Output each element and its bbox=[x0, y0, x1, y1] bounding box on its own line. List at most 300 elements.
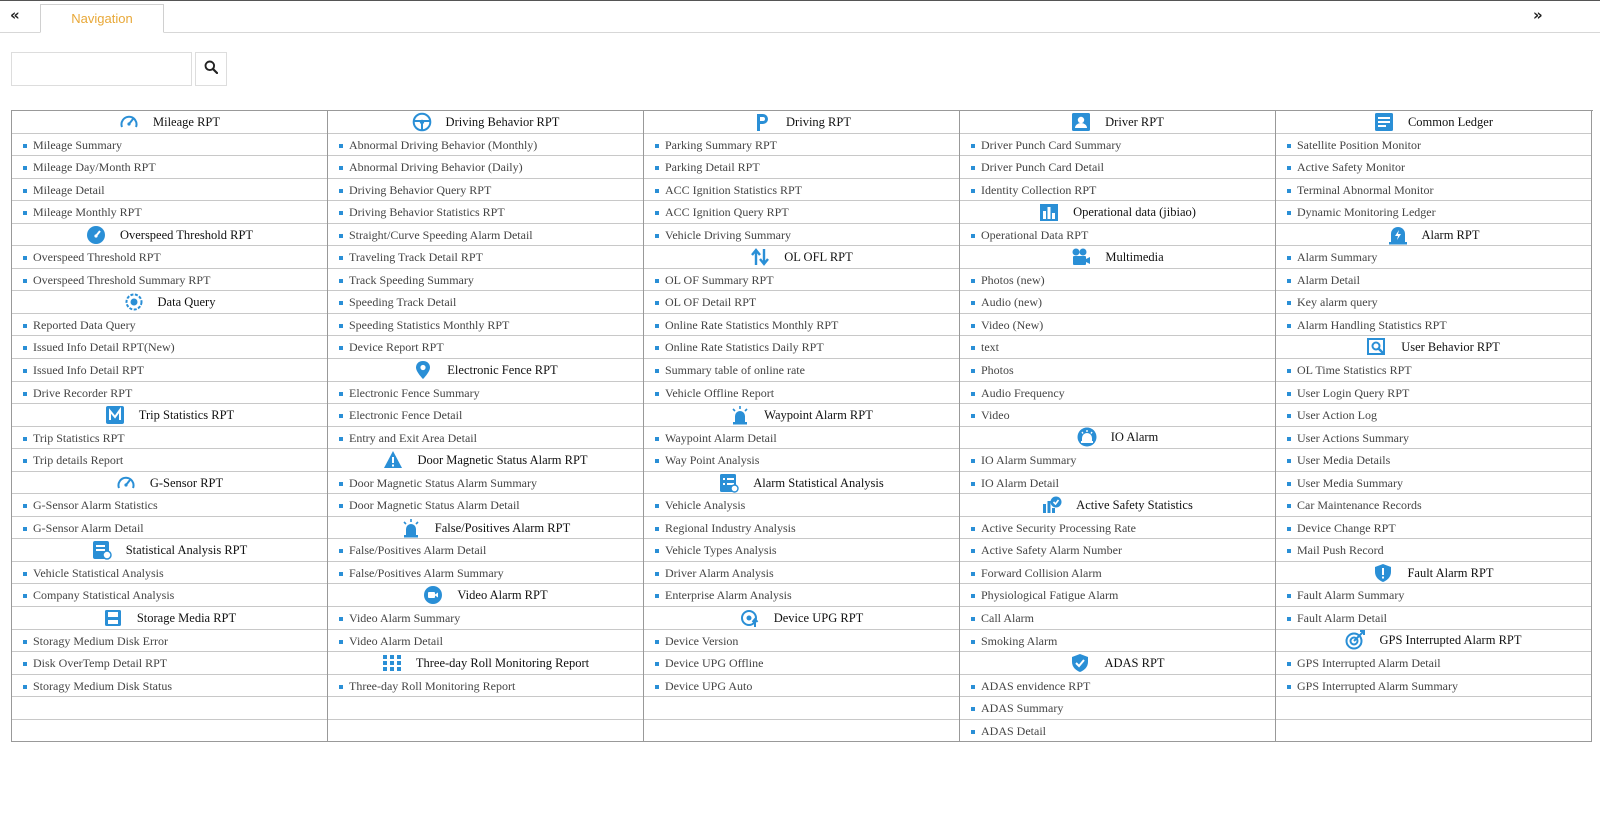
bullet-icon bbox=[971, 392, 975, 396]
report-link-trip-statistics-rpt[interactable] bbox=[12, 427, 327, 450]
bullet-icon bbox=[971, 482, 975, 486]
bullet-icon bbox=[23, 662, 27, 666]
report-link-audio-frequency[interactable] bbox=[960, 382, 1275, 405]
section-title: Driving RPT bbox=[786, 114, 851, 129]
driver-icon bbox=[1071, 112, 1091, 132]
report-link-storagy-medium-disk-error[interactable] bbox=[12, 630, 327, 653]
report-link-label: Issued Info Detail RPT bbox=[33, 363, 144, 378]
report-link-user-media-summary[interactable] bbox=[1276, 472, 1591, 495]
speedometer-icon bbox=[86, 225, 106, 245]
report-link-drive-recorder-rpt[interactable] bbox=[12, 382, 327, 405]
bullet-icon bbox=[23, 211, 27, 215]
report-link-door-magnetic-status-alarm-detail[interactable] bbox=[328, 494, 643, 517]
alarm-bolt-icon bbox=[1388, 225, 1408, 245]
bullet-icon bbox=[655, 301, 659, 305]
report-link-video-alarm-detail[interactable] bbox=[328, 630, 643, 653]
trip-icon bbox=[105, 405, 125, 425]
report-link-device-version[interactable] bbox=[644, 630, 959, 653]
report-link-label: Active Safety Monitor bbox=[1297, 160, 1405, 175]
location-pin-icon bbox=[413, 360, 433, 380]
bullet-icon bbox=[1287, 504, 1291, 508]
report-link-traveling-track-detail-rpt[interactable] bbox=[328, 246, 643, 269]
report-link-io-alarm-detail[interactable] bbox=[960, 472, 1275, 495]
collapse-right-button[interactable]: » bbox=[1533, 6, 1543, 24]
section-title: Active Safety Statistics bbox=[1076, 498, 1193, 513]
report-link-label: Mileage Detail bbox=[33, 182, 105, 197]
bullet-icon bbox=[971, 572, 975, 576]
report-link-online-rate-statistics-daily-rpt[interactable] bbox=[644, 336, 959, 359]
report-link-alarm-summary[interactable] bbox=[1276, 246, 1591, 269]
report-link-summary-table-of-online-rate[interactable] bbox=[644, 359, 959, 382]
bullet-icon bbox=[971, 346, 975, 350]
report-link-label: Physiological Fatigue Alarm bbox=[981, 588, 1119, 603]
bullet-icon bbox=[971, 707, 975, 711]
bullet-icon bbox=[1287, 662, 1291, 666]
section-header-electronic-fence-rpt bbox=[328, 359, 643, 382]
bullet-icon bbox=[339, 504, 343, 508]
search-button[interactable] bbox=[195, 52, 227, 86]
user-search-icon bbox=[1367, 337, 1387, 357]
section-title: Statistical Analysis RPT bbox=[125, 543, 248, 558]
report-link-physiological-fatigue-alarm[interactable] bbox=[960, 584, 1275, 607]
report-link-label: Forward Collision Alarm bbox=[981, 565, 1102, 580]
report-link-adas-envidence-rpt[interactable] bbox=[960, 675, 1275, 698]
report-link-dynamic-monitoring-ledger[interactable] bbox=[1276, 201, 1591, 224]
report-link-ol-of-summary-rpt[interactable] bbox=[644, 269, 959, 292]
report-link-track-speeding-summary[interactable] bbox=[328, 269, 643, 292]
report-link-label: Audio Frequency bbox=[981, 385, 1065, 400]
report-link-photos[interactable] bbox=[960, 359, 1275, 382]
bullet-icon bbox=[23, 346, 27, 350]
report-link-label: text bbox=[981, 340, 999, 355]
report-link-video[interactable] bbox=[960, 404, 1275, 427]
report-link-device-report-rpt[interactable] bbox=[328, 336, 643, 359]
report-link-abnormal-driving-behavior-daily[interactable] bbox=[328, 156, 643, 179]
camera-icon bbox=[1071, 247, 1091, 267]
report-link-parking-summary-rpt[interactable] bbox=[644, 134, 959, 157]
section-title: Waypoint Alarm RPT bbox=[764, 407, 873, 422]
bullet-icon bbox=[339, 617, 343, 621]
report-link-label: Driving Behavior Statistics RPT bbox=[349, 205, 505, 220]
bullet-icon bbox=[339, 324, 343, 328]
report-link-door-magnetic-status-alarm-summary[interactable] bbox=[328, 472, 643, 495]
report-link-vehicle-statistical-analysis[interactable] bbox=[12, 562, 327, 585]
section-header-operational-data-jibiao bbox=[960, 201, 1275, 224]
bullet-icon bbox=[339, 392, 343, 396]
bullet-icon bbox=[23, 527, 27, 531]
section-title: IO Alarm bbox=[1110, 430, 1159, 445]
report-link-driver-alarm-analysis[interactable] bbox=[644, 562, 959, 585]
report-link-label: Straight/Curve Speeding Alarm Detail bbox=[349, 227, 533, 242]
report-link-active-safety-monitor[interactable] bbox=[1276, 156, 1591, 179]
collapse-left-button[interactable]: « bbox=[10, 6, 20, 24]
report-link-label: OL OF Summary RPT bbox=[665, 272, 774, 287]
report-link-issued-info-detail-rpt-new[interactable] bbox=[12, 336, 327, 359]
report-link-label: Photos bbox=[981, 363, 1014, 378]
report-link-trip-details-report[interactable] bbox=[12, 449, 327, 472]
report-link-video-alarm-summary[interactable] bbox=[328, 607, 643, 630]
bullet-icon bbox=[23, 144, 27, 148]
empty-cell bbox=[644, 720, 959, 743]
bullet-icon bbox=[339, 301, 343, 305]
report-link-regional-industry-analysis[interactable] bbox=[644, 517, 959, 540]
report-link-label: Video bbox=[981, 408, 1010, 423]
report-link-mileage-monthly-rpt[interactable] bbox=[12, 201, 327, 224]
section-header-ol-ofl-rpt bbox=[644, 246, 959, 269]
section-header-active-safety-statistics bbox=[960, 494, 1275, 517]
report-link-label: Mileage Summary bbox=[33, 137, 122, 152]
report-column-1 bbox=[12, 111, 328, 742]
report-link-label: Company Statistical Analysis bbox=[33, 588, 175, 603]
report-link-label: Door Magnetic Status Alarm Summary bbox=[349, 475, 537, 490]
report-link-label: ACC Ignition Statistics RPT bbox=[665, 182, 803, 197]
bullet-icon bbox=[23, 256, 27, 260]
gps-target-icon bbox=[1345, 630, 1365, 650]
report-link-text[interactable] bbox=[960, 336, 1275, 359]
bullet-icon bbox=[1287, 211, 1291, 215]
report-link-ol-time-statistics-rpt[interactable] bbox=[1276, 359, 1591, 382]
report-link-label: Way Point Analysis bbox=[665, 453, 760, 468]
steering-wheel-icon bbox=[412, 112, 432, 132]
gauge-icon bbox=[119, 112, 139, 132]
report-link-user-login-query-rpt[interactable] bbox=[1276, 382, 1591, 405]
tab-navigation[interactable]: Navigation bbox=[40, 4, 164, 33]
report-link-label: OL OF Detail RPT bbox=[665, 295, 757, 310]
report-link-label: False/Positives Alarm Detail bbox=[349, 543, 487, 558]
report-link-false-positives-alarm-detail[interactable] bbox=[328, 539, 643, 562]
bullet-icon bbox=[339, 211, 343, 215]
report-link-audio-new[interactable] bbox=[960, 291, 1275, 314]
report-link-straight-curve-speeding-alarm-detail[interactable] bbox=[328, 224, 643, 247]
section-header-storage-media-rpt bbox=[12, 607, 327, 630]
section-header-device-upg-rpt bbox=[644, 607, 959, 630]
section-title: User Behavior RPT bbox=[1401, 340, 1500, 355]
section-header-driving-behavior-rpt bbox=[328, 111, 643, 134]
report-link-active-safety-alarm-number[interactable] bbox=[960, 539, 1275, 562]
report-link-driving-behavior-statistics-rpt[interactable] bbox=[328, 201, 643, 224]
report-column-3 bbox=[644, 111, 960, 742]
report-column-2 bbox=[328, 111, 644, 742]
report-link-entry-and-exit-area-detail[interactable] bbox=[328, 427, 643, 450]
section-title: Driving Behavior RPT bbox=[445, 114, 560, 129]
bullet-icon bbox=[339, 572, 343, 576]
bullet-icon bbox=[339, 234, 343, 238]
section-title: Door Magnetic Status Alarm RPT bbox=[417, 452, 588, 467]
upgrade-icon bbox=[740, 608, 760, 628]
report-link-enterprise-alarm-analysis[interactable] bbox=[644, 584, 959, 607]
report-link-label: Reported Data Query bbox=[33, 317, 136, 332]
report-link-device-upg-offline[interactable] bbox=[644, 652, 959, 675]
bullet-icon bbox=[971, 301, 975, 305]
report-link-ol-of-detail-rpt[interactable] bbox=[644, 291, 959, 314]
bullet-icon bbox=[655, 640, 659, 644]
report-link-disk-overtemp-detail-rpt[interactable] bbox=[12, 652, 327, 675]
report-link-label: Overspeed Threshold RPT bbox=[33, 250, 161, 265]
bullet-icon bbox=[971, 594, 975, 598]
report-link-label: Driver Punch Card Detail bbox=[981, 160, 1104, 175]
report-link-mileage-detail[interactable] bbox=[12, 179, 327, 202]
bullet-icon bbox=[339, 640, 343, 644]
report-link-label: User Media Summary bbox=[1297, 475, 1403, 490]
report-link-label: Drive Recorder RPT bbox=[33, 385, 133, 400]
bullet-icon bbox=[23, 437, 27, 441]
bullet-icon bbox=[1287, 369, 1291, 373]
report-link-speeding-track-detail[interactable] bbox=[328, 291, 643, 314]
bullet-icon bbox=[339, 256, 343, 260]
report-link-g-sensor-alarm-statistics[interactable] bbox=[12, 494, 327, 517]
report-link-label: IO Alarm Summary bbox=[981, 453, 1077, 468]
report-link-label: Smoking Alarm bbox=[981, 633, 1058, 648]
report-link-vehicle-offline-report[interactable] bbox=[644, 382, 959, 405]
ledger-icon bbox=[1374, 112, 1394, 132]
report-link-waypoint-alarm-detail[interactable] bbox=[644, 427, 959, 450]
report-link-key-alarm-query[interactable] bbox=[1276, 291, 1591, 314]
bullet-icon bbox=[655, 369, 659, 373]
bullet-icon bbox=[1287, 256, 1291, 260]
bullet-icon bbox=[339, 279, 343, 283]
report-link-adas-summary[interactable] bbox=[960, 697, 1275, 720]
report-link-label: OL Time Statistics RPT bbox=[1297, 363, 1412, 378]
bullet-icon bbox=[655, 549, 659, 553]
bullet-icon bbox=[339, 189, 343, 193]
report-link-electronic-fence-summary[interactable] bbox=[328, 382, 643, 405]
bullet-icon bbox=[655, 211, 659, 215]
report-link-forward-collision-alarm[interactable] bbox=[960, 562, 1275, 585]
report-link-parking-detail-rpt[interactable] bbox=[644, 156, 959, 179]
section-header-waypoint-alarm-rpt bbox=[644, 404, 959, 427]
report-link-abnormal-driving-behavior-monthly[interactable] bbox=[328, 134, 643, 157]
section-title: Common Ledger bbox=[1407, 114, 1494, 129]
report-link-device-change-rpt[interactable] bbox=[1276, 517, 1591, 540]
bullet-icon bbox=[1287, 482, 1291, 486]
report-link-false-positives-alarm-summary[interactable] bbox=[328, 562, 643, 585]
section-title: Alarm Statistical Analysis bbox=[753, 475, 884, 490]
section-header-common-ledger bbox=[1276, 111, 1591, 134]
report-link-label: Summary table of online rate bbox=[665, 363, 805, 378]
empty-cell bbox=[12, 697, 327, 720]
report-link-way-point-analysis[interactable] bbox=[644, 449, 959, 472]
report-link-vehicle-types-analysis[interactable] bbox=[644, 539, 959, 562]
report-link-operational-data-rpt[interactable] bbox=[960, 224, 1275, 247]
report-link-car-maintenance-records[interactable] bbox=[1276, 494, 1591, 517]
report-link-user-action-log[interactable] bbox=[1276, 404, 1591, 427]
report-link-call-alarm[interactable] bbox=[960, 607, 1275, 630]
video-camera-icon bbox=[423, 585, 443, 605]
report-link-g-sensor-alarm-detail[interactable] bbox=[12, 517, 327, 540]
report-link-label: Parking Detail RPT bbox=[665, 160, 760, 175]
bullet-icon bbox=[655, 685, 659, 689]
report-link-label: Waypoint Alarm Detail bbox=[665, 430, 777, 445]
section-header-driving-rpt bbox=[644, 111, 959, 134]
bullet-icon bbox=[339, 414, 343, 418]
bullet-icon bbox=[23, 572, 27, 576]
section-title: Video Alarm RPT bbox=[457, 588, 548, 603]
report-link-vehicle-driving-summary[interactable] bbox=[644, 224, 959, 247]
report-column-5 bbox=[1276, 111, 1592, 742]
bullet-icon bbox=[655, 279, 659, 283]
report-link-speeding-statistics-monthly-rpt[interactable] bbox=[328, 314, 643, 337]
bullet-icon bbox=[23, 640, 27, 644]
section-title: Mileage RPT bbox=[152, 114, 220, 129]
report-link-active-security-processing-rate[interactable] bbox=[960, 517, 1275, 540]
bullet-icon bbox=[971, 617, 975, 621]
bullet-icon bbox=[971, 369, 975, 373]
bullet-icon bbox=[971, 279, 975, 283]
report-link-three-day-roll-monitoring-report[interactable] bbox=[328, 675, 643, 698]
empty-cell bbox=[1276, 720, 1591, 743]
report-navigation-grid bbox=[11, 110, 1593, 742]
report-link-label: Device UPG Offline bbox=[665, 656, 764, 671]
data-query-icon bbox=[124, 292, 144, 312]
empty-cell bbox=[644, 697, 959, 720]
bullet-icon bbox=[655, 662, 659, 666]
report-link-overspeed-threshold-rpt[interactable] bbox=[12, 246, 327, 269]
report-link-mileage-day-month-rpt[interactable] bbox=[12, 156, 327, 179]
bullet-icon bbox=[655, 459, 659, 463]
report-link-acc-ignition-statistics-rpt[interactable] bbox=[644, 179, 959, 202]
report-link-label: Operational Data RPT bbox=[981, 227, 1089, 242]
report-link-label: Driving Behavior Query RPT bbox=[349, 182, 492, 197]
report-link-label: Vehicle Statistical Analysis bbox=[33, 565, 164, 580]
section-title: False/Positives Alarm RPT bbox=[434, 520, 571, 535]
report-link-mileage-summary[interactable] bbox=[12, 134, 327, 157]
report-link-alarm-handling-statistics-rpt[interactable] bbox=[1276, 314, 1591, 337]
report-link-label: Device Change RPT bbox=[1297, 520, 1396, 535]
alarm-light-icon bbox=[730, 405, 750, 425]
bullet-icon bbox=[655, 166, 659, 170]
report-link-label: Alarm Summary bbox=[1297, 250, 1378, 265]
bullet-icon bbox=[339, 549, 343, 553]
report-link-label: Mileage Day/Month RPT bbox=[33, 160, 156, 175]
section-header-io-alarm bbox=[960, 427, 1275, 450]
report-link-video-new[interactable] bbox=[960, 314, 1275, 337]
section-header-statistical-analysis-rpt bbox=[12, 539, 327, 562]
report-link-device-upg-auto[interactable] bbox=[644, 675, 959, 698]
report-link-io-alarm-summary[interactable] bbox=[960, 449, 1275, 472]
report-link-label: Vehicle Offline Report bbox=[665, 385, 775, 400]
report-link-electronic-fence-detail[interactable] bbox=[328, 404, 643, 427]
bullet-icon bbox=[655, 527, 659, 531]
up-down-arrows-icon bbox=[750, 247, 770, 267]
bullet-icon bbox=[1287, 144, 1291, 148]
bullet-icon bbox=[655, 392, 659, 396]
report-link-label: Electronic Fence Detail bbox=[349, 408, 463, 423]
section-header-mileage-rpt bbox=[12, 111, 327, 134]
report-link-satellite-position-monitor[interactable] bbox=[1276, 134, 1591, 157]
grid-dots-icon bbox=[382, 653, 402, 673]
report-link-fault-alarm-detail[interactable] bbox=[1276, 607, 1591, 630]
report-link-adas-detail[interactable] bbox=[960, 720, 1275, 743]
bullet-icon bbox=[1287, 594, 1291, 598]
bullet-icon bbox=[971, 324, 975, 328]
report-link-label: Driver Punch Card Summary bbox=[981, 137, 1122, 152]
bullet-icon bbox=[655, 189, 659, 193]
section-header-adas-rpt bbox=[960, 652, 1275, 675]
bullet-icon bbox=[23, 166, 27, 170]
report-link-label: ADAS envidence RPT bbox=[981, 678, 1091, 693]
report-link-acc-ignition-query-rpt[interactable] bbox=[644, 201, 959, 224]
bullet-icon bbox=[1287, 437, 1291, 441]
bullet-icon bbox=[1287, 617, 1291, 621]
bullet-icon bbox=[339, 166, 343, 170]
report-link-driver-punch-card-detail[interactable] bbox=[960, 156, 1275, 179]
report-link-gps-interrupted-alarm-summary[interactable] bbox=[1276, 675, 1591, 698]
empty-cell bbox=[12, 720, 327, 743]
bullet-icon bbox=[339, 144, 343, 148]
report-link-label: Storagy Medium Disk Status bbox=[33, 678, 173, 693]
report-link-reported-data-query[interactable] bbox=[12, 314, 327, 337]
report-link-label: User Media Details bbox=[1297, 453, 1391, 468]
section-header-gps-interrupted-alarm-rpt bbox=[1276, 630, 1591, 653]
report-link-user-media-details[interactable] bbox=[1276, 449, 1591, 472]
section-title: Alarm RPT bbox=[1421, 227, 1480, 242]
bullet-icon bbox=[971, 549, 975, 553]
report-link-gps-interrupted-alarm-detail[interactable] bbox=[1276, 652, 1591, 675]
report-link-overspeed-threshold-summary-rpt[interactable] bbox=[12, 269, 327, 292]
bullet-icon bbox=[1287, 279, 1291, 283]
report-link-label: Call Alarm bbox=[981, 611, 1034, 626]
report-link-terminal-abnormal-monitor[interactable] bbox=[1276, 179, 1591, 202]
bullet-icon bbox=[1287, 685, 1291, 689]
report-link-company-statistical-analysis[interactable] bbox=[12, 584, 327, 607]
empty-cell bbox=[1276, 697, 1591, 720]
report-link-label: Overspeed Threshold Summary RPT bbox=[33, 272, 211, 287]
report-link-identity-collection-rpt[interactable] bbox=[960, 179, 1275, 202]
report-link-label: Alarm Handling Statistics RPT bbox=[1297, 317, 1447, 332]
io-alarm-icon bbox=[1077, 427, 1097, 447]
report-link-vehicle-analysis[interactable] bbox=[644, 494, 959, 517]
report-link-user-actions-summary[interactable] bbox=[1276, 427, 1591, 450]
bullet-icon bbox=[971, 414, 975, 418]
report-link-label: ADAS Summary bbox=[981, 701, 1064, 716]
report-link-label: Video Alarm Summary bbox=[349, 611, 461, 626]
bullet-icon bbox=[339, 685, 343, 689]
section-title: Device UPG RPT bbox=[773, 610, 864, 625]
bullet-icon bbox=[23, 189, 27, 193]
section-header-fault-alarm-rpt bbox=[1276, 562, 1591, 585]
report-link-smoking-alarm[interactable] bbox=[960, 630, 1275, 653]
report-link-fault-alarm-summary[interactable] bbox=[1276, 584, 1591, 607]
report-link-driving-behavior-query-rpt[interactable] bbox=[328, 179, 643, 202]
bullet-icon bbox=[23, 504, 27, 508]
bullet-icon bbox=[655, 234, 659, 238]
report-link-alarm-detail[interactable] bbox=[1276, 269, 1591, 292]
report-link-label: Vehicle Driving Summary bbox=[665, 227, 791, 242]
report-link-online-rate-statistics-monthly-rpt[interactable] bbox=[644, 314, 959, 337]
bullet-icon bbox=[339, 482, 343, 486]
bullet-icon bbox=[971, 234, 975, 238]
section-title: Driver RPT bbox=[1105, 114, 1164, 129]
report-link-label: Mail Push Record bbox=[1297, 543, 1384, 558]
bullet-icon bbox=[1287, 166, 1291, 170]
search-icon bbox=[204, 60, 218, 79]
section-header-data-query bbox=[12, 291, 327, 314]
report-link-label: Fault Alarm Summary bbox=[1297, 588, 1405, 603]
section-header-alarm-rpt bbox=[1276, 224, 1591, 247]
bullet-icon bbox=[971, 459, 975, 463]
report-link-label: G-Sensor Alarm Detail bbox=[33, 520, 144, 535]
shield-alert-icon bbox=[1373, 563, 1393, 583]
bullet-icon bbox=[339, 346, 343, 350]
search-input[interactable] bbox=[11, 52, 192, 86]
report-link-photos-new[interactable] bbox=[960, 269, 1275, 292]
bullet-icon bbox=[655, 437, 659, 441]
report-link-storagy-medium-disk-status[interactable] bbox=[12, 675, 327, 698]
report-link-issued-info-detail-rpt[interactable] bbox=[12, 359, 327, 382]
bullet-icon bbox=[1287, 549, 1291, 553]
report-link-driver-punch-card-summary[interactable] bbox=[960, 134, 1275, 157]
report-link-mail-push-record[interactable] bbox=[1276, 539, 1591, 562]
